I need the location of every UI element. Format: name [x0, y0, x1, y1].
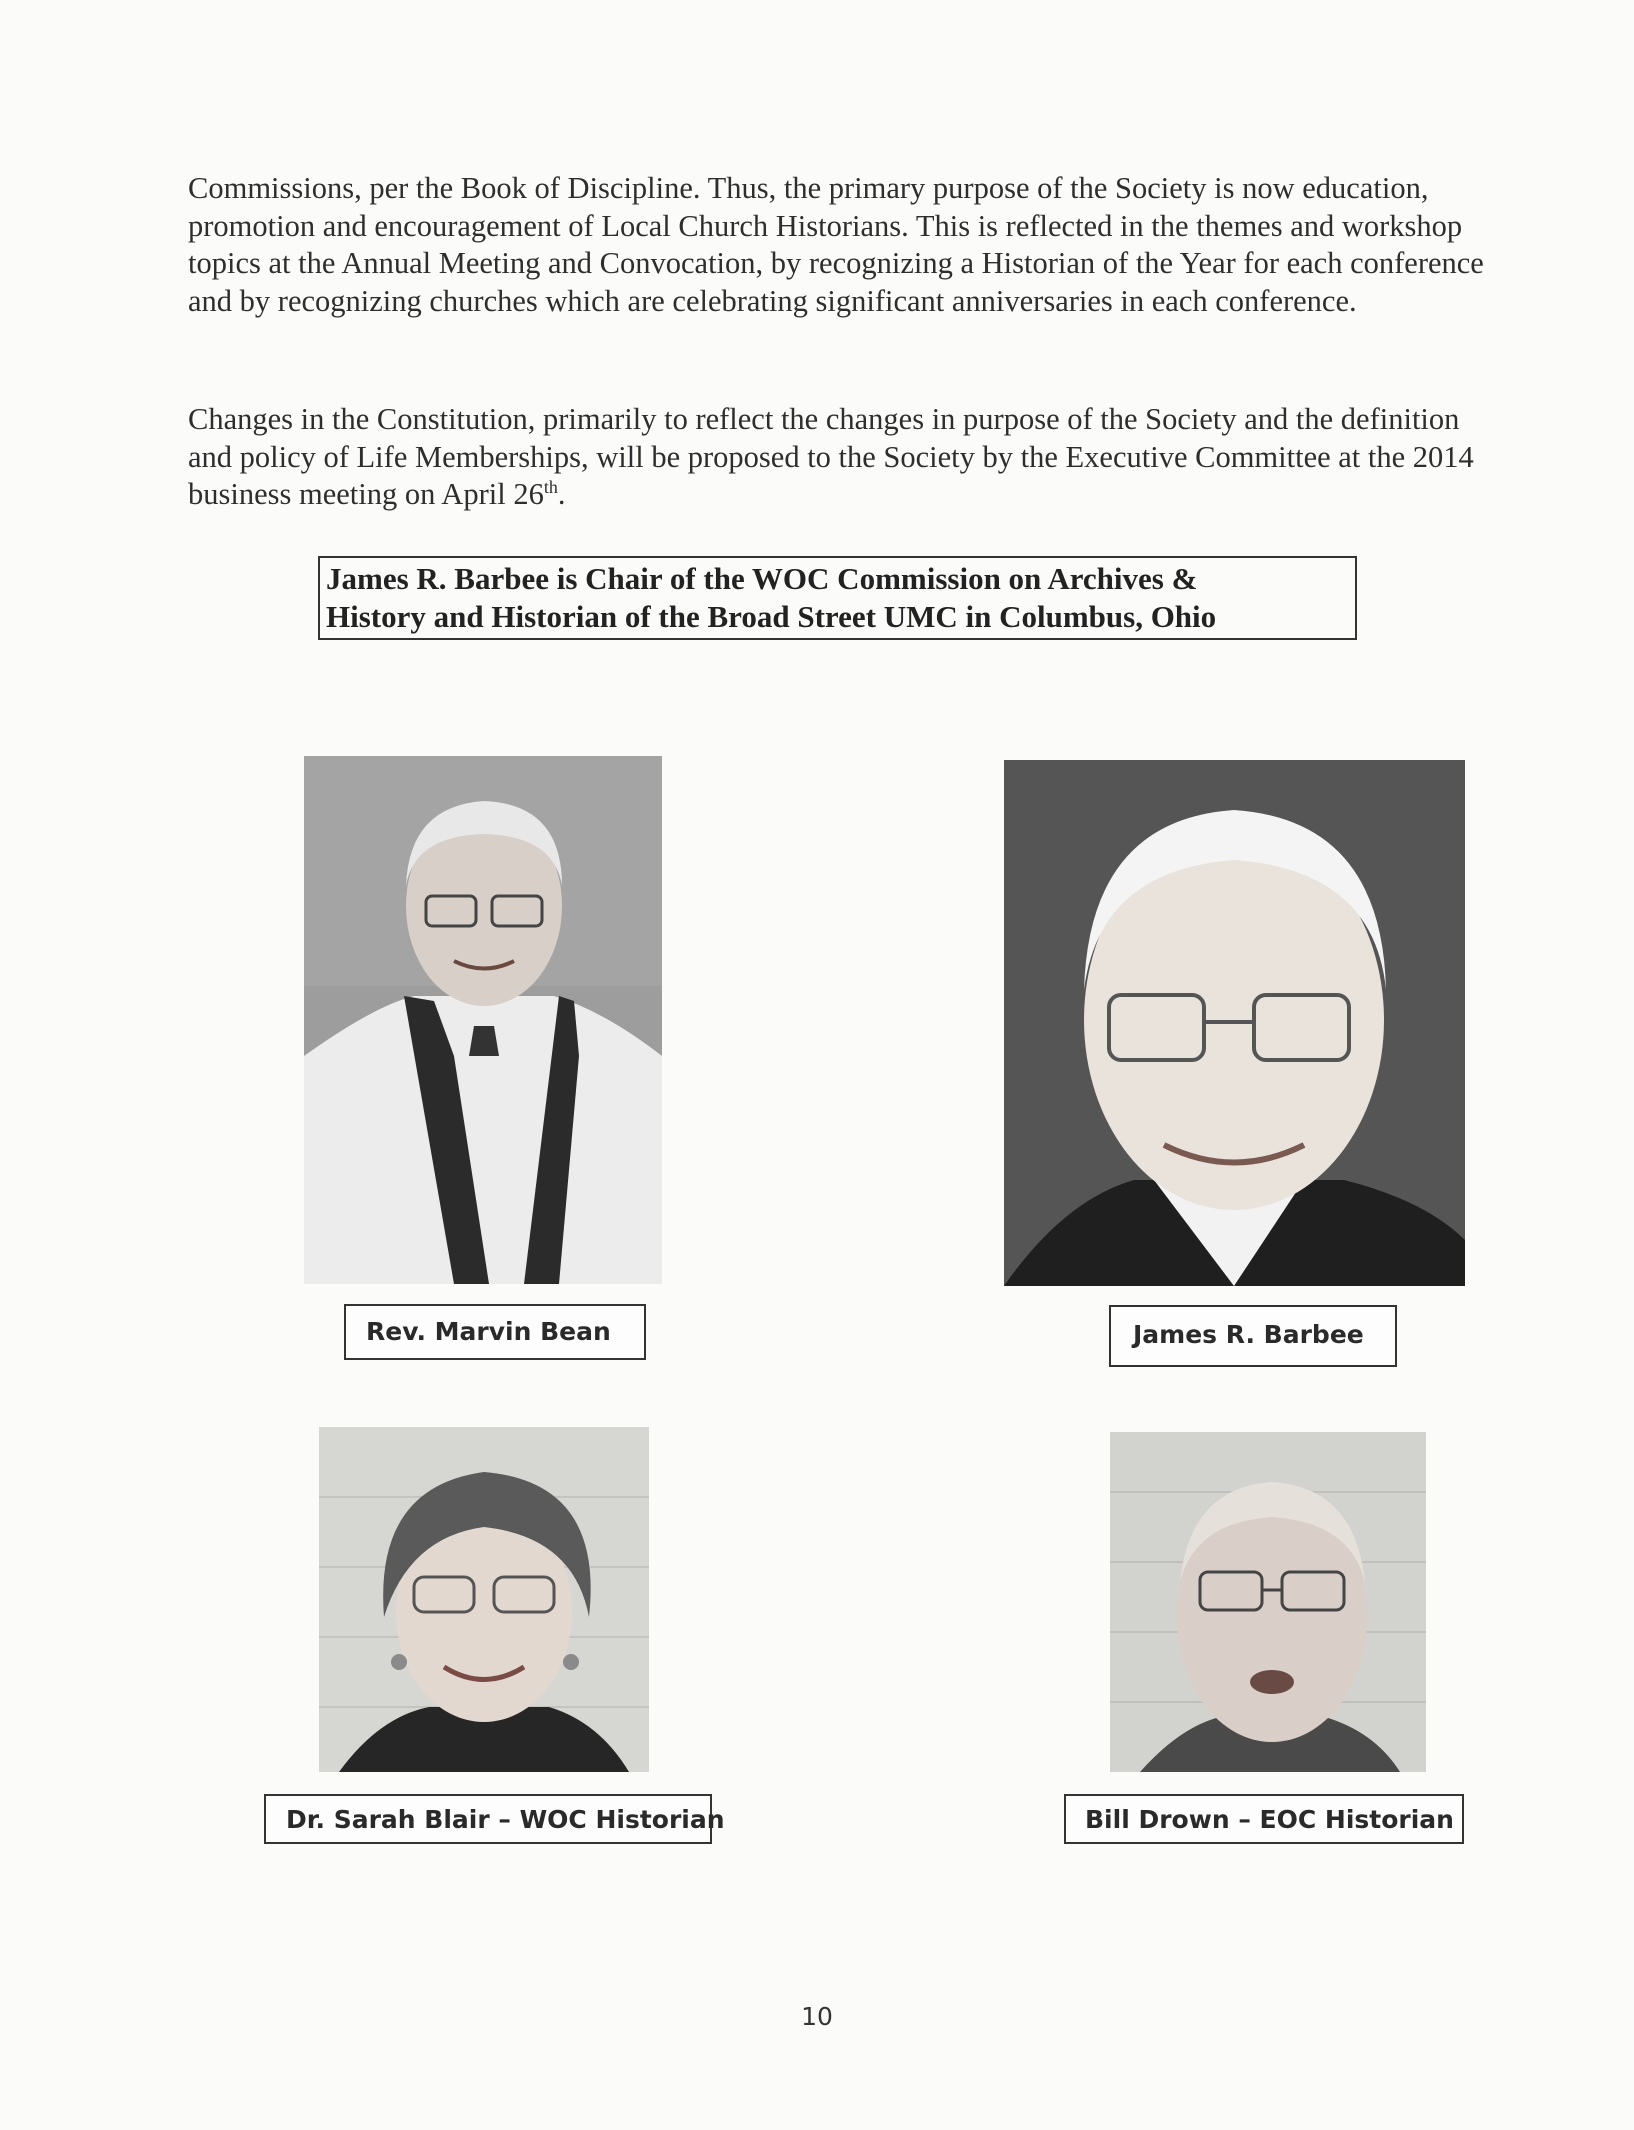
photo-bill-drown — [1110, 1432, 1426, 1772]
caption-marvin-bean: Rev. Marvin Bean — [344, 1304, 646, 1360]
ordinal-superscript: th — [543, 476, 558, 497]
callout-box — [318, 556, 1357, 640]
portrait-drown-graphic — [1110, 1432, 1426, 1772]
callout-line-2: History and Historian of the Broad Street UMC in Columbus, Ohio — [326, 599, 1217, 634]
callout-line-1: James R. Barbee is Chair of the WOC Commission on Archives & — [326, 561, 1198, 596]
caption-james-barbee: James R. Barbee — [1109, 1305, 1397, 1367]
portrait-barbee-graphic — [1004, 760, 1465, 1286]
caption-bill-drown: Bill Drown – EOC Historian — [1064, 1794, 1464, 1844]
portrait-blair-graphic — [319, 1427, 649, 1772]
photo-sarah-blair — [319, 1427, 649, 1772]
portrait-bean-graphic — [304, 756, 662, 1284]
caption-sarah-blair: Dr. Sarah Blair – WOC Historian — [264, 1794, 712, 1844]
photo-james-barbee — [1004, 760, 1465, 1286]
page-number: 10 — [801, 2002, 833, 2031]
body-paragraph-2-end: . — [557, 477, 566, 511]
body-paragraph-2-text: Changes in the Constitution, primarily to reflect the changes in purpose of the Society and the definition and policy of Life Memberships, will be proposed to the Society by the Executive Committee at the 2014 business meeting on April 26 — [188, 402, 1474, 511]
photo-marvin-bean — [304, 756, 662, 1284]
body-paragraph-1: Commissions, per the Book of Discipline. Thus, the primary purpose of the Society is now education, promotion and encouragement of Local Church Historians. This is reflected in the themes and workshop topics at the Annual Meeting and Convocation, by recognizing a Historian of the Year for each conference and by recognizing churches which are celebrating significant anniversaries in each conference. — [188, 171, 1484, 318]
body-paragraph-2 — [188, 401, 1488, 514]
